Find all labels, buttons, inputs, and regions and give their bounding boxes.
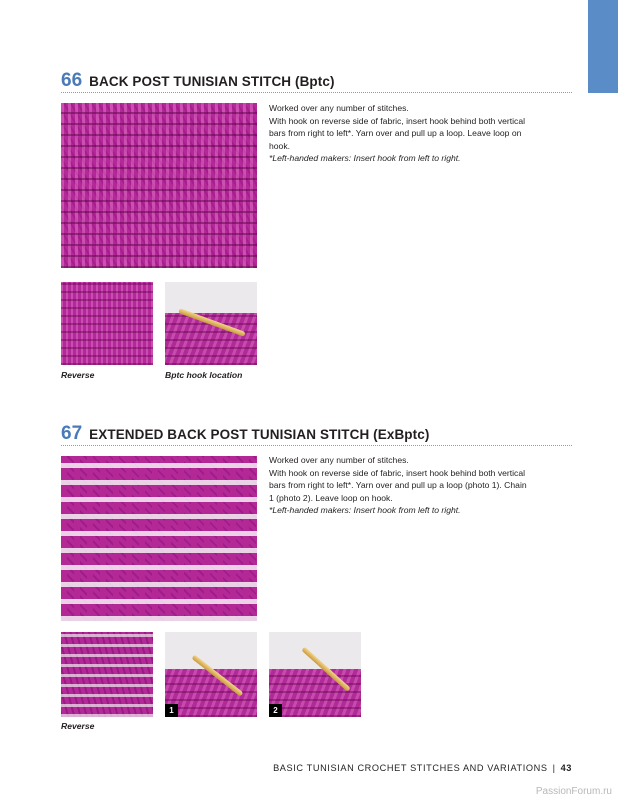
watermark: PassionForum.ru <box>535 786 612 797</box>
swatch-photo-main <box>61 103 257 268</box>
section-67-heading <box>61 423 429 445</box>
page-footer <box>0 763 572 773</box>
description-line: Worked over any number of stitches. <box>269 103 409 113</box>
heading-divider <box>61 445 572 446</box>
stitch-number: 66 <box>61 70 83 91</box>
section-66-description <box>269 102 529 165</box>
chapter-tab <box>588 0 618 93</box>
swatch-photo-main <box>61 456 257 621</box>
section-66-heading <box>61 70 335 92</box>
description-line: With hook on reverse side of fabric, insert hook behind both vertical bars from right to left*. Yarn over and pull up a loop (photo 1). Chain 1 (photo 2). Leave loop on hook. <box>269 467 527 503</box>
section-67-description <box>269 454 529 517</box>
step-photo-1 <box>165 632 257 717</box>
stitch-number: 67 <box>61 423 83 444</box>
left-handed-note: *Left-handed makers: Insert hook from left to right. <box>269 153 461 164</box>
photo-number-badge: 2 <box>269 704 282 717</box>
chapter-title: BASIC TUNISIAN CROCHET STITCHES AND VARIATIONS <box>273 763 548 773</box>
caption-hook-location: Bptc hook location <box>165 370 243 380</box>
page-number: 43 <box>560 763 572 773</box>
footer-separator: | <box>552 763 556 773</box>
fabric-image <box>165 669 257 717</box>
description-line: With hook on reverse side of fabric, insert hook behind both vertical bars from right to left*. Yarn over and pull up a loop. Leave loop on hook. <box>269 115 526 151</box>
caption-reverse: Reverse <box>61 721 95 731</box>
fabric-image <box>269 669 361 717</box>
caption-reverse: Reverse <box>61 370 95 380</box>
swatch-photo-reverse <box>61 632 153 717</box>
stitch-title: EXTENDED BACK POST TUNISIAN STITCH (ExBptc) <box>89 427 430 442</box>
step-photo-2 <box>269 632 361 717</box>
swatch-photo-reverse <box>61 282 153 365</box>
hook-location-photo <box>165 282 257 365</box>
photo-number-badge: 1 <box>165 704 178 717</box>
description-line: Worked over any number of stitches. <box>269 455 409 465</box>
stitch-title: BACK POST TUNISIAN STITCH (Bptc) <box>89 74 335 89</box>
left-handed-note: *Left-handed makers: Insert hook from left to right. <box>269 505 461 516</box>
heading-divider <box>61 92 572 93</box>
